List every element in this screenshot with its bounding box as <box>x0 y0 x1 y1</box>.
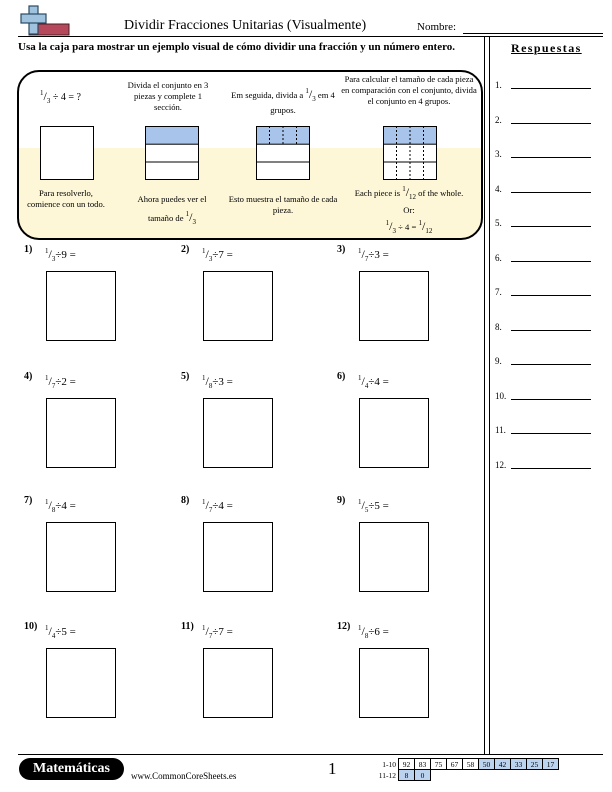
problem-operation: ÷5 = <box>368 500 389 512</box>
answer-line[interactable] <box>511 295 591 296</box>
problem-expression <box>45 498 76 514</box>
answer-line[interactable] <box>511 468 591 469</box>
problem-number: 2) <box>181 244 190 255</box>
problem-expression <box>45 374 76 390</box>
example-problem: $^1/_3 \div 4$ = ? <box>40 89 81 105</box>
fraction-slash: / <box>48 247 52 261</box>
score-cell: 42 <box>495 759 511 770</box>
fraction-numerator: 1 <box>358 498 362 506</box>
footer-divider <box>18 754 603 755</box>
problem-number: 9) <box>337 495 346 506</box>
fraction-numerator: 1 <box>45 247 49 255</box>
brand-badge: Matemáticas <box>19 758 124 780</box>
fraction-slash: / <box>361 374 365 388</box>
problem-expression <box>202 498 233 514</box>
problem-number: 10) <box>24 621 38 632</box>
fraction-denominator: 8 <box>208 382 213 390</box>
work-box[interactable] <box>359 398 429 468</box>
fraction-numerator: 1 <box>202 247 206 255</box>
answer-number: 1. <box>495 80 502 90</box>
fraction-numerator: 1 <box>358 624 362 632</box>
fraction-denominator: 4 <box>364 382 369 390</box>
answer-number: 9. <box>495 356 502 366</box>
problem-number: 11) <box>181 621 194 632</box>
instructions: Usa la caja para mostrar un ejemplo visual de cómo dividir una fracción y un número entero. <box>18 41 456 53</box>
problem-operation: ÷5 = <box>55 626 76 638</box>
fraction-denominator: 7 <box>51 382 56 390</box>
example-step3-caption: Esto muestra el tamaño de cada pieza. <box>228 194 338 215</box>
problem-number: 5) <box>181 371 190 382</box>
work-box[interactable] <box>46 271 116 341</box>
work-box[interactable] <box>203 398 273 468</box>
header-divider <box>18 36 603 37</box>
answer-line[interactable] <box>511 123 591 124</box>
problem-operation: ÷6 = <box>368 626 389 638</box>
example-step2-instruction: Divida el conjunto en 3 piezas y complete 1 sección. <box>127 80 209 112</box>
answers-title: Respuestas <box>511 41 582 55</box>
score-cell: 67 <box>447 759 463 770</box>
fraction-numerator: 1 <box>202 374 206 382</box>
example-step2-caption: Ahora puedes ver el tamaño de $^1/_3$ <box>137 194 207 226</box>
problem-operation: ÷7 = <box>212 626 233 638</box>
example-twelfths-box <box>383 126 437 180</box>
fraction-denominator: 4 <box>51 632 56 640</box>
score-table <box>372 758 559 781</box>
fraction-denominator: 8 <box>51 506 56 514</box>
score-cell: 58 <box>463 759 479 770</box>
fraction-slash: / <box>205 498 209 512</box>
problem-expression <box>358 624 389 640</box>
work-box[interactable] <box>203 648 273 718</box>
answer-number: 7. <box>495 287 502 297</box>
score-row-label: 11-12 <box>378 770 396 780</box>
example-step1-caption: Para resolverlo, comience con un todo. <box>27 188 105 209</box>
problem-expression <box>358 374 389 390</box>
plus-logo-icon <box>19 4 71 38</box>
score-cell: 92 <box>399 759 415 770</box>
fraction-numerator: 1 <box>45 498 49 506</box>
example-split-box <box>256 126 310 180</box>
fraction-denominator: 3 <box>51 255 56 263</box>
problem-expression <box>202 247 233 263</box>
example-whole-box <box>40 126 94 180</box>
problem-number: 8) <box>181 495 190 506</box>
fraction-slash: / <box>48 498 52 512</box>
problem-operation: ÷2 = <box>55 376 76 388</box>
fraction-slash: / <box>361 624 365 638</box>
website-link[interactable]: www.CommonCoreSheets.es <box>131 771 237 781</box>
problem-expression <box>202 624 233 640</box>
score-cell: 50 <box>479 759 495 770</box>
fraction-denominator: 5 <box>364 506 369 514</box>
fraction-numerator: 1 <box>202 624 206 632</box>
answer-line[interactable] <box>511 88 591 89</box>
answer-line[interactable] <box>511 192 591 193</box>
problem-operation: ÷9 = <box>55 249 76 261</box>
problem-expression <box>358 498 389 514</box>
fraction-slash: / <box>361 247 365 261</box>
fraction-numerator: 1 <box>358 247 362 255</box>
work-box[interactable] <box>203 271 273 341</box>
work-box[interactable] <box>203 522 273 592</box>
answer-number: 4. <box>495 183 502 194</box>
problem-operation: ÷4 = <box>368 376 389 388</box>
work-box[interactable] <box>359 522 429 592</box>
example-step4-instruction: Para calcular el tamaño de cada pieza en comparación con el conjunto, divida el conjunto en 4 grupos. <box>341 74 477 106</box>
answer-line[interactable] <box>511 433 591 434</box>
page-number: 1 <box>328 759 337 778</box>
answer-line[interactable] <box>511 261 591 262</box>
answer-number: 5. <box>495 218 502 228</box>
answer-number: 2. <box>495 114 502 125</box>
problem-number: 3) <box>337 244 346 255</box>
answer-number: 10. <box>495 390 507 401</box>
score-cell: 75 <box>431 759 447 770</box>
score-row-label: 1-10 <box>382 759 396 769</box>
fraction-slash: / <box>48 374 52 388</box>
fraction-numerator: 1 <box>358 374 362 382</box>
problem-expression <box>202 374 233 390</box>
score-cell: 8 <box>399 770 415 781</box>
fraction-denominator: 7 <box>364 255 369 263</box>
score-cell: 25 <box>527 759 543 770</box>
fraction-slash: / <box>205 624 209 638</box>
fraction-numerator: 1 <box>202 498 206 506</box>
problem-number: 1) <box>24 244 33 255</box>
fraction-slash: / <box>48 624 52 638</box>
work-box[interactable] <box>46 522 116 592</box>
fraction-slash: / <box>361 498 365 512</box>
work-box[interactable] <box>359 648 429 718</box>
problem-number: 7) <box>24 495 33 506</box>
problem-operation: ÷3 = <box>212 376 233 388</box>
fraction-denominator: 8 <box>364 632 369 640</box>
work-box[interactable] <box>46 398 116 468</box>
problem-operation: ÷4 = <box>212 500 233 512</box>
answer-number: 12. <box>495 459 507 470</box>
worksheet-title: Dividir Fracciones Unitarias (Visualmente) <box>124 18 367 33</box>
answer-number: 3. <box>495 149 502 159</box>
score-cell: 33 <box>511 759 527 770</box>
fraction-slash: / <box>205 247 209 261</box>
answer-line[interactable] <box>511 399 591 400</box>
work-box[interactable] <box>359 271 429 341</box>
work-box[interactable] <box>46 648 116 718</box>
example-thirds-box <box>145 126 199 180</box>
fraction-numerator: 1 <box>45 624 49 632</box>
fraction-denominator: 3 <box>208 255 213 263</box>
example-step3-instruction: Em seguida, divida a $^1/_3$ em 4 grupos. <box>231 87 335 115</box>
problem-operation: ÷4 = <box>55 500 76 512</box>
name-field-line[interactable] <box>463 33 603 34</box>
answer-line[interactable] <box>511 364 591 365</box>
answer-line[interactable] <box>511 226 591 227</box>
score-cell: 17 <box>543 759 559 770</box>
fraction-denominator: 7 <box>208 506 213 514</box>
answer-line[interactable] <box>511 157 591 158</box>
problem-operation: ÷3 = <box>368 249 389 261</box>
problem-operation: ÷7 = <box>212 249 233 261</box>
example-step4-caption: Each piece is $^1/_{12}$ of the whole. Or: $^1/_3 \div 4 = ^1/_{12}$ <box>354 185 464 235</box>
problem-expression <box>358 247 389 263</box>
problem-number: 6) <box>337 371 346 382</box>
problem-number: 12) <box>337 621 351 632</box>
problem-expression <box>45 247 76 263</box>
column-divider <box>489 36 490 754</box>
fraction-denominator: 7 <box>208 632 213 640</box>
answer-number: 8. <box>495 321 502 332</box>
fraction-slash: / <box>205 374 209 388</box>
problem-expression <box>45 624 76 640</box>
answer-number: 11. <box>495 425 506 435</box>
name-label: Nombre: <box>417 21 457 33</box>
column-divider <box>484 36 485 754</box>
problem-number: 4) <box>24 371 33 382</box>
score-cell: 83 <box>415 759 431 770</box>
score-cell: 0 <box>415 770 431 781</box>
answer-number: 6. <box>495 252 502 263</box>
fraction-numerator: 1 <box>45 374 49 382</box>
answer-line[interactable] <box>511 330 591 331</box>
